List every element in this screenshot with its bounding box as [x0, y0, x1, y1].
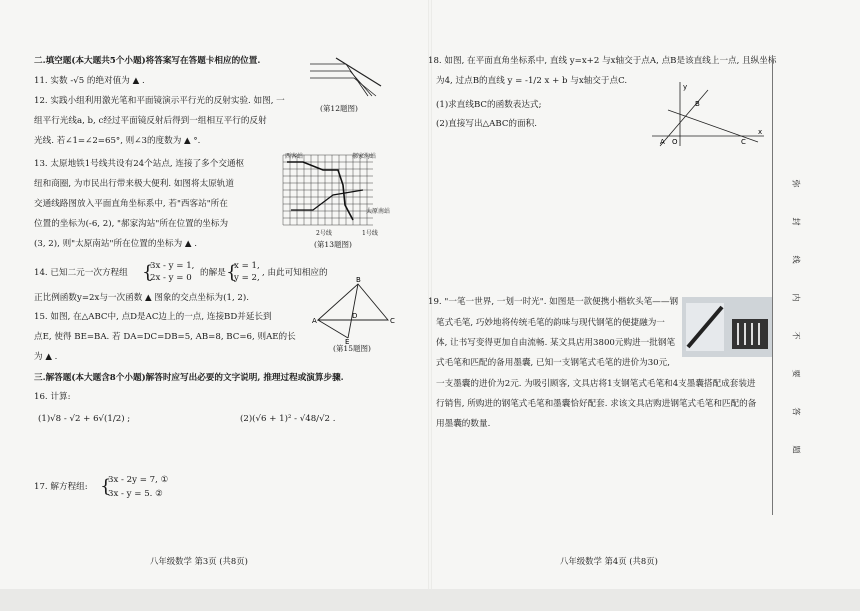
fig15-diagram [312, 276, 394, 344]
fig18-graph [648, 80, 768, 148]
q18-line2: 为4, 过点B的直线 y = -1/2 x + b 与x轴交于点C. [436, 76, 628, 86]
fig15-caption: (第15题图) [333, 344, 371, 353]
fig15-label-C: C [390, 317, 395, 325]
right-footer: 八年级数学 第4页 (共8页) [560, 556, 658, 566]
fig13-label-line1: 1号线 [362, 230, 378, 237]
q14-eq1: 3x - y = 1, [150, 261, 195, 271]
q19-line2: 笔式毛笔, 巧妙地将传统毛笔的韵味与现代钢笔的便捷融为一 [436, 318, 665, 328]
q16-part1: (1)√8 - √2 + 6√(1/2) ; [38, 414, 131, 424]
q16-part2: (2)(√6 + 1)² - √48/√2 . [240, 414, 336, 424]
q17-heading: 17. 解方程组: [34, 482, 88, 492]
q14-sol1: x = 1, [234, 261, 260, 271]
q13-line4: 位置的坐标为(-6, 2), "郝家沟站"所在位置的坐标为 [34, 219, 229, 229]
strip-char-4: 内 [791, 293, 801, 302]
fig13-caption: (第13题图) [314, 240, 352, 249]
fig13-label-line2: 2号线 [316, 230, 332, 237]
q14-brace2: { [226, 262, 238, 283]
q19-line3: 体, 让书写变得更加自由流畅. 某文具店用3800元购进一批钢笔 [436, 338, 676, 348]
q14-line2: 正比例函数y=2x与一次函数 ▲ 图象的交点坐标为(1, 2). [34, 293, 249, 303]
q13-line2: 纽和商圈, 为市民出行带来极大便利. 如图将太原轨道 [34, 179, 234, 189]
q13-line1: 13. 太原地铁1号线共设有24个站点, 连接了多个交通枢 [34, 159, 245, 169]
fig13-label-south: 太原南站 [366, 208, 391, 215]
q19-pen-photo [682, 297, 772, 357]
fig13-label-hao: 郝家沟站 [352, 153, 377, 160]
fig18-label-x: x [758, 128, 763, 136]
q19-line6: 行销售, 所购进的钢笔式毛笔和墨囊恰好配套. 求该文具店购进钢笔式毛笔和匹配的备 [436, 399, 757, 409]
q18-part2: (2)直接写出△ABC的面积. [436, 119, 537, 129]
fig13-grid [283, 150, 383, 240]
q19-line1: 19. "一笔一世界, 一划一时光". 如图是一款便携小楷软头笔——钢 [428, 297, 679, 307]
q18-line1: 18. 如图, 在平面直角坐标系中, 直线 y=x+2 与x轴交于点A, 点B是该直线上一点, 且纵坐标 [428, 56, 777, 66]
q15-line2: 点E, 使得 BE=BA. 若 DA=DC=DB=5, AB=8, BC=6, 则AE的长 [34, 332, 296, 342]
q12-line3: 光线. 若∠1=∠2=65°, 则∠3的度数为 ▲ °. [34, 136, 201, 146]
q15-line3: 为 ▲ . [34, 352, 58, 362]
q12-line2: 组平行光线a, b, c经过平面镜反射后得到一组相互平行的反射 [34, 116, 267, 126]
fig12-diagram [306, 56, 386, 101]
q13-line5: (3, 2), 则"太原南站"所在位置的坐标为 ▲ . [34, 239, 197, 249]
fig18-label-A: A [660, 138, 665, 146]
fig15-label-A: A [312, 317, 317, 325]
q14-sol2: y = 2, [234, 273, 260, 283]
seal-line-strip [772, 55, 807, 515]
q19-line7: 用墨囊的数量. [436, 419, 491, 429]
q17-brace: { [100, 476, 112, 497]
q14-tail: , 由此可知相应的 [262, 268, 328, 278]
q12-line1: 12. 实践小组利用激光笔和平面镜演示平行光的反射实验. 如图, 一 [34, 96, 285, 106]
strip-char-1: 弥 [791, 179, 801, 188]
q18-part1: (1)求直线BC的函数表达式; [436, 100, 542, 110]
strip-char-7: 答 [791, 407, 801, 416]
fig18-label-C: C [741, 138, 746, 146]
q17-eq2: 3x - y = 5. ② [108, 489, 163, 499]
left-footer: 八年级数学 第3页 (共8页) [150, 556, 248, 566]
q19-line5: 一支墨囊的进价为2元. 为吸引顾客, 文具店将1支钢笔式毛笔和4支墨囊搭配成套装进 [436, 379, 756, 389]
q16-heading: 16. 计算: [34, 392, 71, 402]
fig13-label-west: 西客站 [285, 153, 304, 160]
q17-eq1: 3x - 2y = 7, ① [108, 475, 169, 485]
strip-char-5: 不 [791, 331, 801, 340]
strip-char-6: 要 [791, 369, 801, 378]
scan-bottom-edge [0, 589, 860, 611]
fig18-label-B: B [695, 100, 700, 108]
strip-char-8: 题 [791, 445, 801, 454]
section3-heading: 三.解答题(本大题含8个小题)解答时应写出必要的文字说明, 推理过程或演算步骤. [34, 373, 344, 383]
fig15-label-D: D [352, 312, 358, 320]
q14-intro: 14. 已知二元一次方程组 [34, 268, 128, 278]
fig18-label-O: O [672, 138, 678, 146]
fig18-label-y: y [683, 83, 688, 91]
strip-char-3: 线 [791, 255, 801, 264]
q14-eq2: 2x - y = 0 [150, 273, 192, 283]
q11: 11. 实数 -√5 的绝对值为 ▲ . [34, 76, 145, 86]
fig12-caption: (第12题图) [320, 104, 358, 113]
q19-line4: 式毛笔和匹配的备用墨囊, 已知一支钢笔式毛笔的进价为30元, [436, 358, 670, 368]
fig15-label-B: B [356, 276, 361, 284]
q15-line1: 15. 如图, 在△ABC中, 点D是AC边上的一点, 连接BD并延长到 [34, 312, 272, 322]
fig15-label-E: E [345, 338, 350, 346]
q13-line3: 交通线路图放入平面直角坐标系中, 若"西客站"所在 [34, 199, 228, 209]
section2-heading: 二.填空题(本大题共5个小题)将答案写在答题卡相应的位置. [34, 56, 261, 66]
q14-mid: 的解是 [200, 268, 226, 278]
q14-brace: { [142, 262, 154, 283]
strip-char-2: 封 [791, 217, 801, 226]
